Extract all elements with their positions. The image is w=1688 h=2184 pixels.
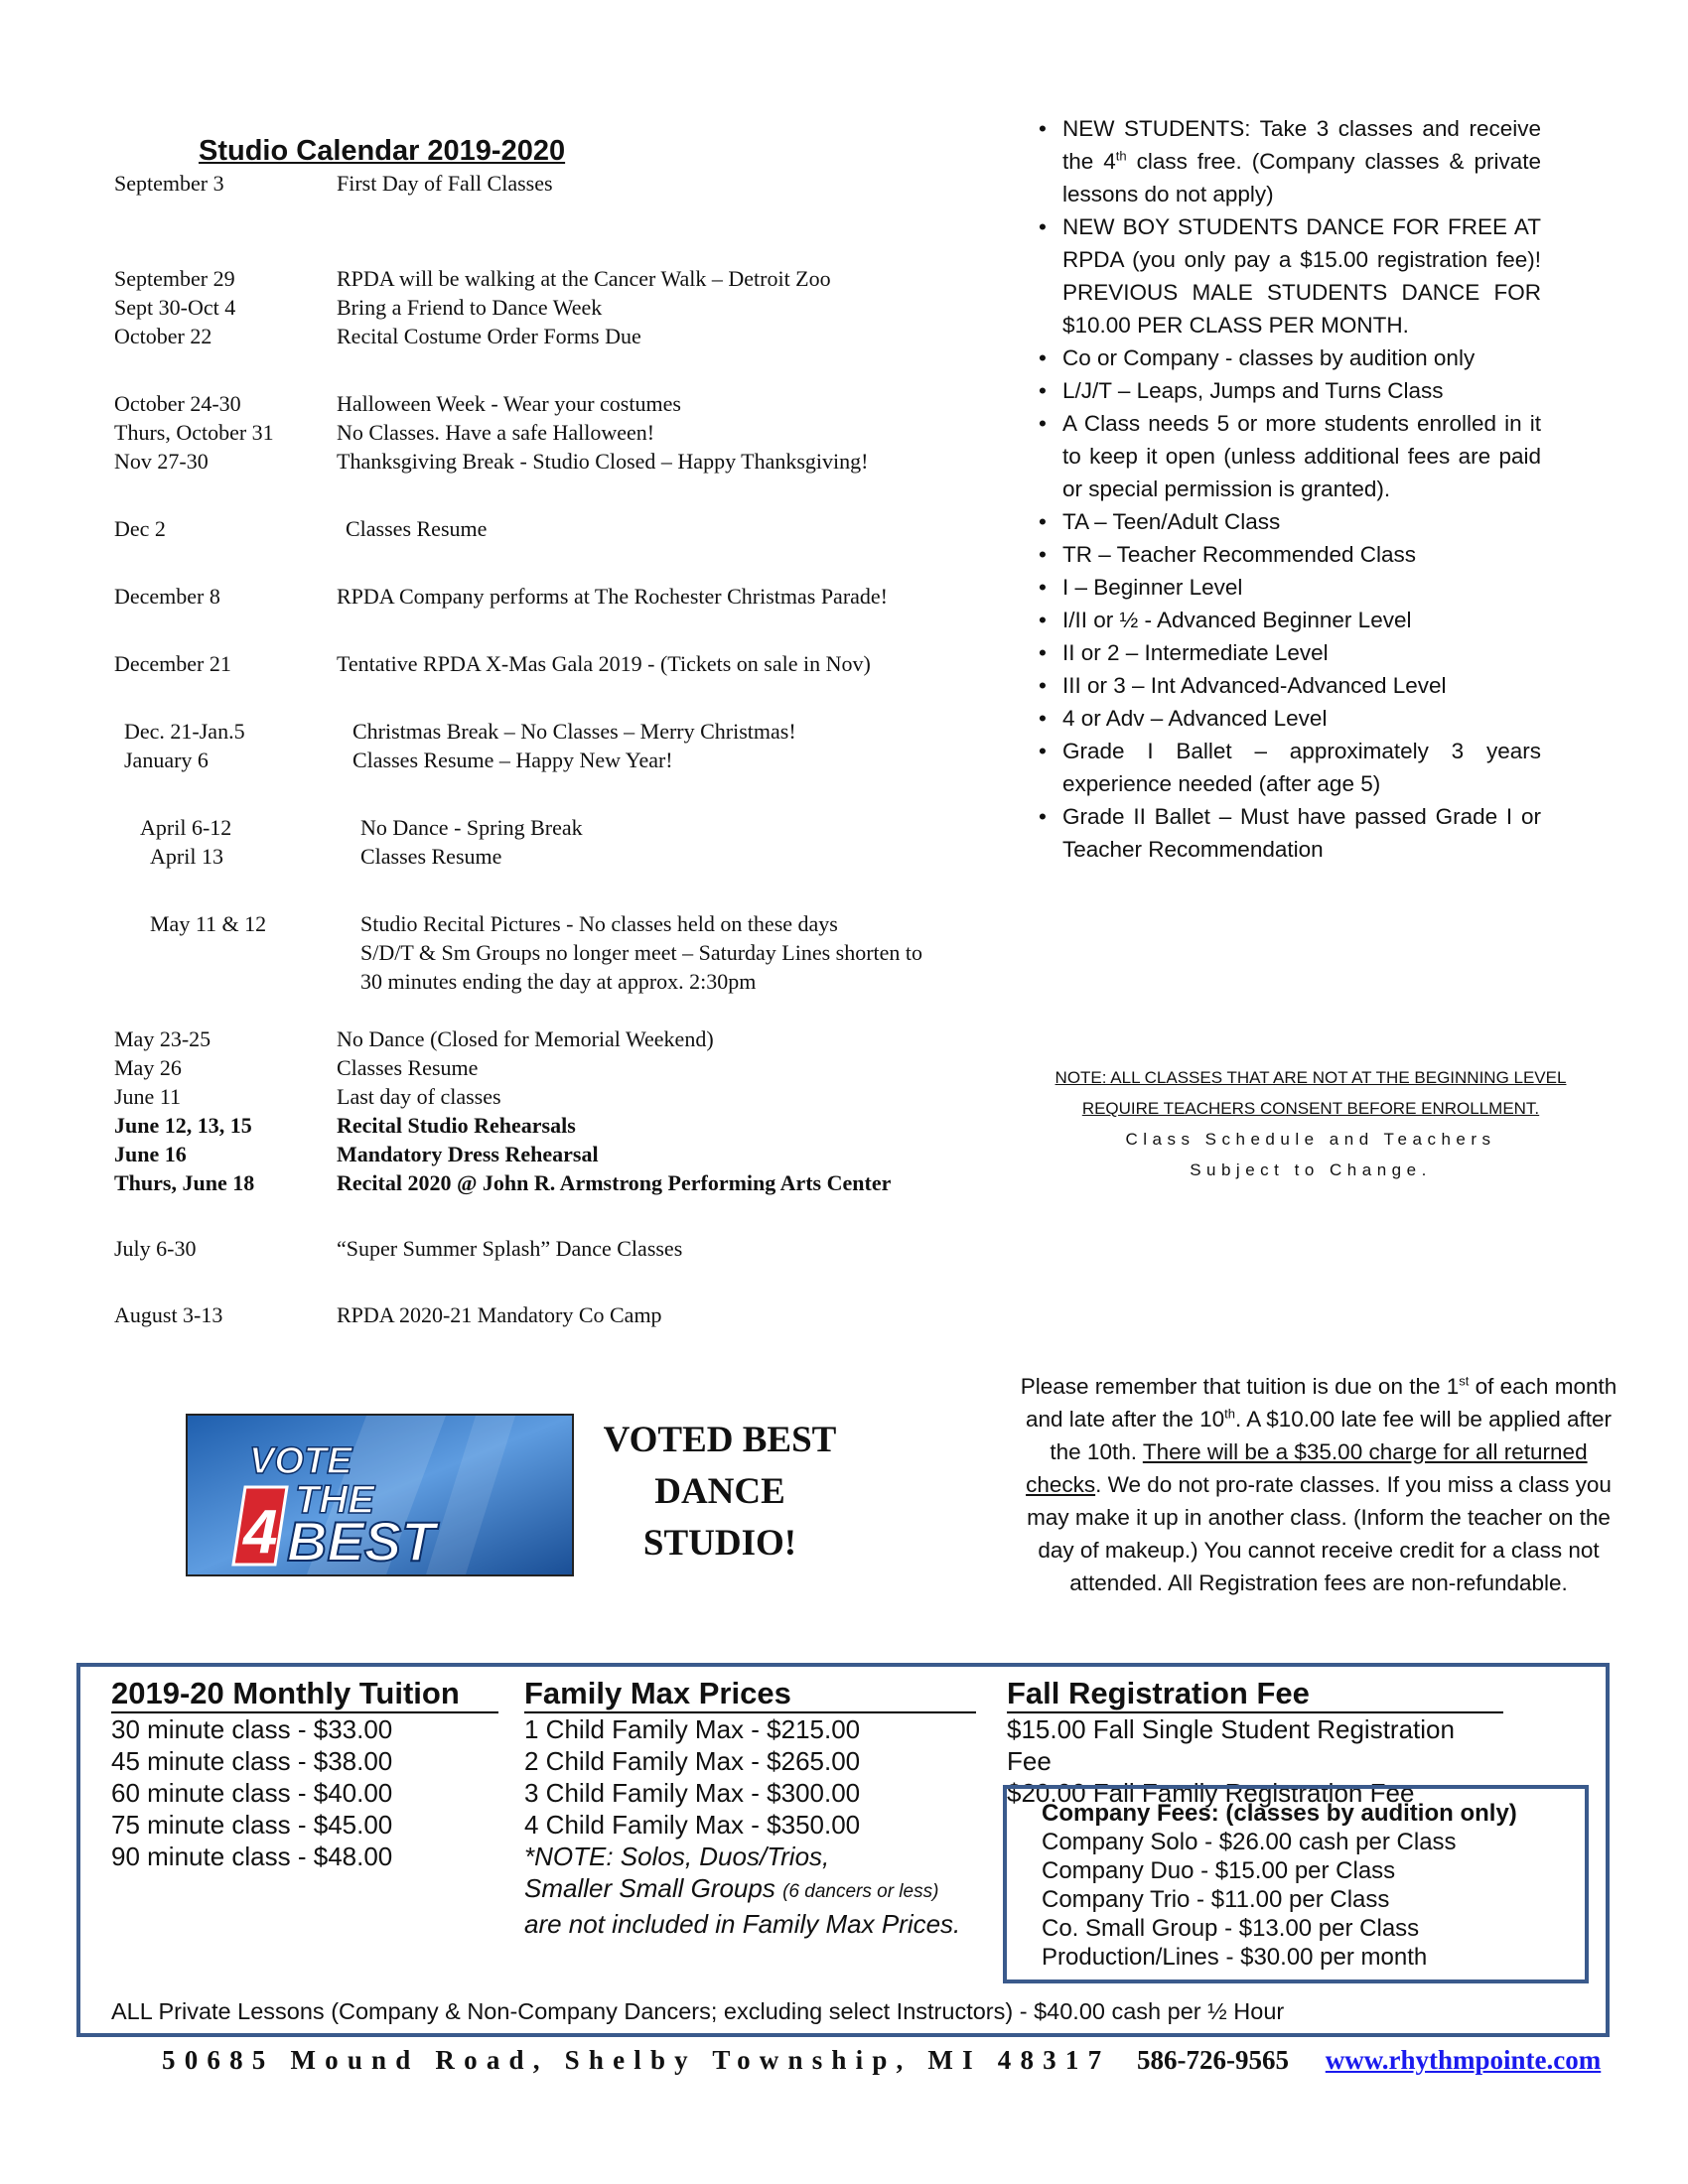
footer: [162, 2045, 1601, 2076]
vote-4-the-best-logo: [186, 1414, 574, 1576]
private-lessons-line: ALL Private Lessons (Company & Non-Company Dancers; excluding select Instructors) - $40.00 cash per ½ Hour: [111, 1998, 1285, 2024]
company-fee-row: Company Duo - $15.00 per Class: [1042, 1857, 1396, 1884]
company-fee-row: Company Solo - $26.00 cash per Class: [1042, 1829, 1457, 1855]
family-max-row: 1 Child Family Max - $215.00: [524, 1714, 861, 1744]
schedule-change-line1: Class Schedule and Teachers: [1125, 1130, 1496, 1149]
company-fees-box: [1003, 1785, 1589, 1983]
rule-item: • TA – Teen/Adult Class: [1035, 505, 1541, 538]
rule-item: • NEW STUDENTS: Take 3 classes and receive the 4th class free. (Company classes & private lessons do not apply): [1035, 112, 1541, 210]
rule-item: • TR – Teacher Recommended Class: [1035, 538, 1541, 571]
family-max-row: 2 Child Family Max - $265.00: [524, 1746, 861, 1776]
family-note-line2: Smaller Small Groups (6 dancers or less): [524, 1873, 939, 1903]
monthly-tuition-column: [111, 1676, 498, 1872]
tuition-row: 75 minute class - $45.00: [111, 1810, 393, 1840]
family-max-row: 3 Child Family Max - $300.00: [524, 1778, 861, 1808]
company-fees-header: Company Fees: (classes by audition only): [1042, 1800, 1517, 1827]
rule-item: • I/II or ½ - Advanced Beginner Level: [1035, 604, 1541, 636]
rule-item: • A Class needs 5 or more students enrolled in it to keep it open (unless additional fees are paid or special permission is granted).: [1035, 407, 1541, 505]
rule-item: • Grade I Ballet – approximately 3 years experience needed (after age 5): [1035, 735, 1541, 800]
calendar-title: Studio Calendar 2019-2020: [199, 135, 566, 167]
tuition-header: 2019-20 Monthly Tuition: [111, 1676, 498, 1713]
company-fee-row: Company Trio - $11.00 per Class: [1042, 1886, 1390, 1913]
company-fee-row: Co. Small Group - $13.00 per Class: [1042, 1915, 1420, 1942]
family-note-line3: are not included in Family Max Prices.: [524, 1909, 961, 1939]
enrollment-note: [1033, 1062, 1589, 1185]
registration-row: $20.00 Fall Family Registration Fee: [1007, 1778, 1415, 1808]
rule-item: • L/J/T – Leaps, Jumps and Turns Class: [1035, 374, 1541, 407]
logo-best-text: BEST: [287, 1510, 436, 1572]
rule-item: • I – Beginner Level: [1035, 571, 1541, 604]
tuition-row: 90 minute class - $48.00: [111, 1842, 393, 1871]
rule-item: • Co or Company - classes by audition only: [1035, 341, 1541, 374]
logo-vote-text: VOTE: [249, 1440, 352, 1482]
rule-item: • II or 2 – Intermediate Level: [1035, 636, 1541, 669]
tuition-row: 30 minute class - $33.00: [111, 1714, 393, 1744]
rule-item: • NEW BOY STUDENTS DANCE FOR FREE AT RPDA (you only pay a $15.00 registration fee)! PREVIOUS MALE STUDENTS DANCE FOR $10.00 PER CLASS PER MONTH.: [1035, 210, 1541, 341]
registration-header: Fall Registration Fee: [1007, 1676, 1503, 1713]
consent-note: NOTE: ALL CLASSES THAT ARE NOT AT THE BEGINNING LEVEL REQUIRE TEACHERS CONSENT BEFORE ENROLLMENT.: [1055, 1068, 1567, 1118]
studio-address: 50685 Mound Road, Shelby Township, MI 48317: [162, 2045, 1111, 2075]
registration-row: $15.00 Fall Single Student Registration Fee: [1007, 1714, 1455, 1776]
studio-phone: 586-726-9565: [1137, 2045, 1290, 2075]
tuition-row: 60 minute class - $40.00: [111, 1778, 393, 1808]
schedule-change-line2: Subject to Change.: [1190, 1160, 1432, 1179]
family-note-line1: *NOTE: Solos, Duos/Trios,: [524, 1842, 830, 1871]
rule-item: • III or 3 – Int Advanced-Advanced Level: [1035, 669, 1541, 702]
family-max-header: Family Max Prices: [524, 1676, 976, 1713]
logo-the-text: THE: [295, 1478, 374, 1522]
vote-logo-graphic: [188, 1416, 572, 1574]
tuition-policy: Please remember that tuition is due on the 1st of each month and late after the 10th. A $10.00 late fee will be applied after the 10th. There will be a $35.00 charge for all returned checks. We do not pro-rate classes. If you miss a class you may make it up in another class. (Inform the teacher on the day of makeup.) You cannot receive credit for a class not attended. All Registration fees are non-refundable.: [1020, 1373, 1618, 1595]
voted-best-text: VOTED BEST DANCE STUDIO!: [603, 1420, 837, 1564]
family-max-row: 4 Child Family Max - $350.00: [524, 1810, 861, 1840]
rule-item: • Grade II Ballet – Must have passed Grade I or Teacher Recommendation: [1035, 800, 1541, 866]
company-fee-row: Production/Lines - $30.00 per month: [1042, 1944, 1428, 1971]
logo-4-text: 4: [243, 1498, 278, 1567]
class-rules-list: [1035, 112, 1541, 866]
tuition-row: 45 minute class - $38.00: [111, 1746, 393, 1776]
family-max-column: [524, 1676, 1006, 1940]
website-link[interactable]: www.rhythmpointe.com: [1325, 2045, 1602, 2075]
rule-item: • 4 or Adv – Advanced Level: [1035, 702, 1541, 735]
